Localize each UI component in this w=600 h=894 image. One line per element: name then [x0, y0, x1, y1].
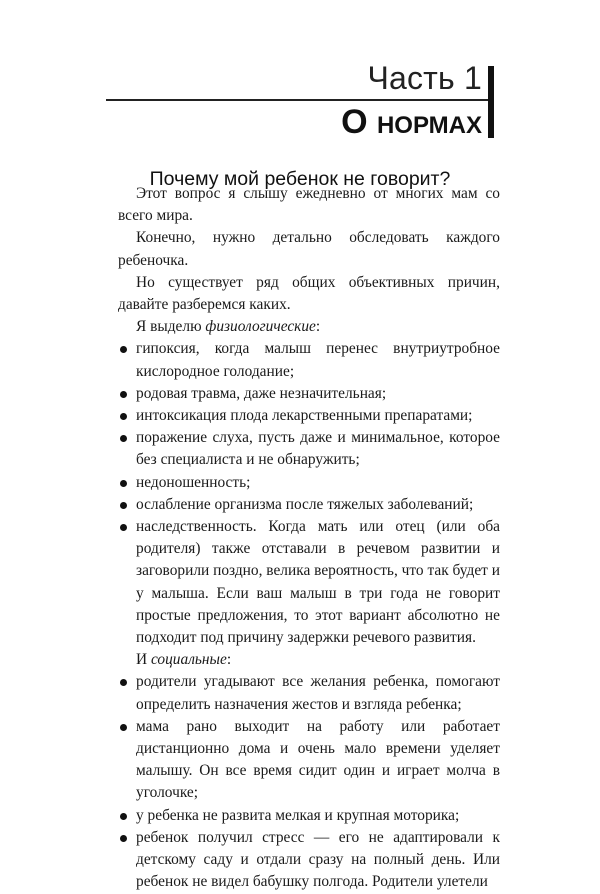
- list-item: [118, 516, 500, 649]
- bullet-icon: [120, 679, 127, 686]
- list-item-text: интоксикация плода лекарственными препаратами;: [136, 407, 473, 425]
- bullet-icon: [120, 524, 127, 531]
- bullet-icon: [120, 346, 127, 353]
- list-item: [118, 671, 500, 715]
- chapter-header: [0, 0, 600, 150]
- paragraph: Этот вопрос я слышу ежедневно от многих мам со всего мира.: [118, 185, 500, 225]
- list-item-text: родители угадывают все желания ребенка, помогают определить назначения жестов и взгляда ребенка;: [136, 673, 500, 713]
- list-item-text: поражение слуха, пусть даже и минимальное, которое без специалиста и не обнаружить;: [136, 429, 500, 469]
- intro-suffix: :: [315, 318, 321, 336]
- list-item-text: гипоксия, когда малыш перенес внутриутробное кислородное голодание;: [136, 340, 500, 380]
- paragraph: Но существует ряд общих объективных причин, давайте разберемся каких.: [118, 273, 500, 314]
- list-item-text: наследственность. Когда мать или отец (или оба родителя) также отставали в речевом развитии и заговорили поздно, велика вероятность, что так будет и у малыша. Если ваш малыш в три года не говорит простые предложения, то этот вариант абсолютно не подходит под причину задержки речевого развития.: [136, 518, 500, 647]
- list-item-text: у ребенка не развита мелкая и крупная моторика;: [136, 806, 460, 824]
- list-item: [118, 427, 500, 471]
- bullet-icon: [120, 835, 127, 842]
- social-intro: [118, 649, 500, 671]
- bullet-icon: [120, 480, 127, 487]
- physiological-causes-list: [118, 338, 500, 649]
- section-heading: Почему мой ребенок не говорит?: [149, 168, 451, 190]
- bullet-icon: [120, 502, 127, 509]
- list-item-text: мама рано выходит на работу или работает дистанционно дома и очень мало времени уделяет малышу. Он все время сидит один и играет молча в уголочке;: [136, 717, 500, 802]
- list-item: [118, 472, 500, 494]
- list-item: [118, 716, 500, 805]
- list-item-text: недоношенность;: [136, 473, 251, 491]
- bullet-icon: [120, 435, 127, 442]
- list-item-text: ослабление организма после тяжелых заболеваний;: [136, 495, 474, 513]
- list-item-text: ребенок получил стресс — его не адаптировали к детскому саду и отдали сразу на полный день. Или ребенок не видел бабушку полгода. Родители улетели: [136, 828, 500, 891]
- list-item-text: родовая травма, даже незначительная;: [136, 384, 387, 402]
- intro-term-physiological: физиологические: [205, 318, 316, 336]
- chapter-title: О нормах: [341, 103, 482, 141]
- intro-prefix: И: [136, 651, 151, 669]
- intro-prefix: Я выделю: [136, 318, 206, 336]
- intro-suffix: :: [226, 651, 232, 669]
- list-item: [118, 805, 500, 827]
- body-text: [118, 183, 500, 894]
- paragraph: Конечно, нужно детально обследовать каждого ребеночка.: [118, 229, 500, 269]
- header-horizontal-rule: [106, 99, 489, 101]
- social-causes-list: [118, 671, 500, 893]
- list-item: [118, 494, 500, 516]
- list-item: [118, 405, 500, 427]
- intro-term-social: социальные: [150, 651, 227, 669]
- bullet-icon: [120, 813, 127, 820]
- bullet-icon: [120, 413, 127, 420]
- physiological-intro: [118, 316, 500, 338]
- bullet-icon: [120, 724, 127, 731]
- part-label: Часть 1: [367, 60, 482, 96]
- list-item: [118, 827, 500, 894]
- bullet-icon: [120, 391, 127, 398]
- list-item: [118, 338, 500, 382]
- list-item: [118, 383, 500, 405]
- header-vertical-bar: [488, 66, 494, 138]
